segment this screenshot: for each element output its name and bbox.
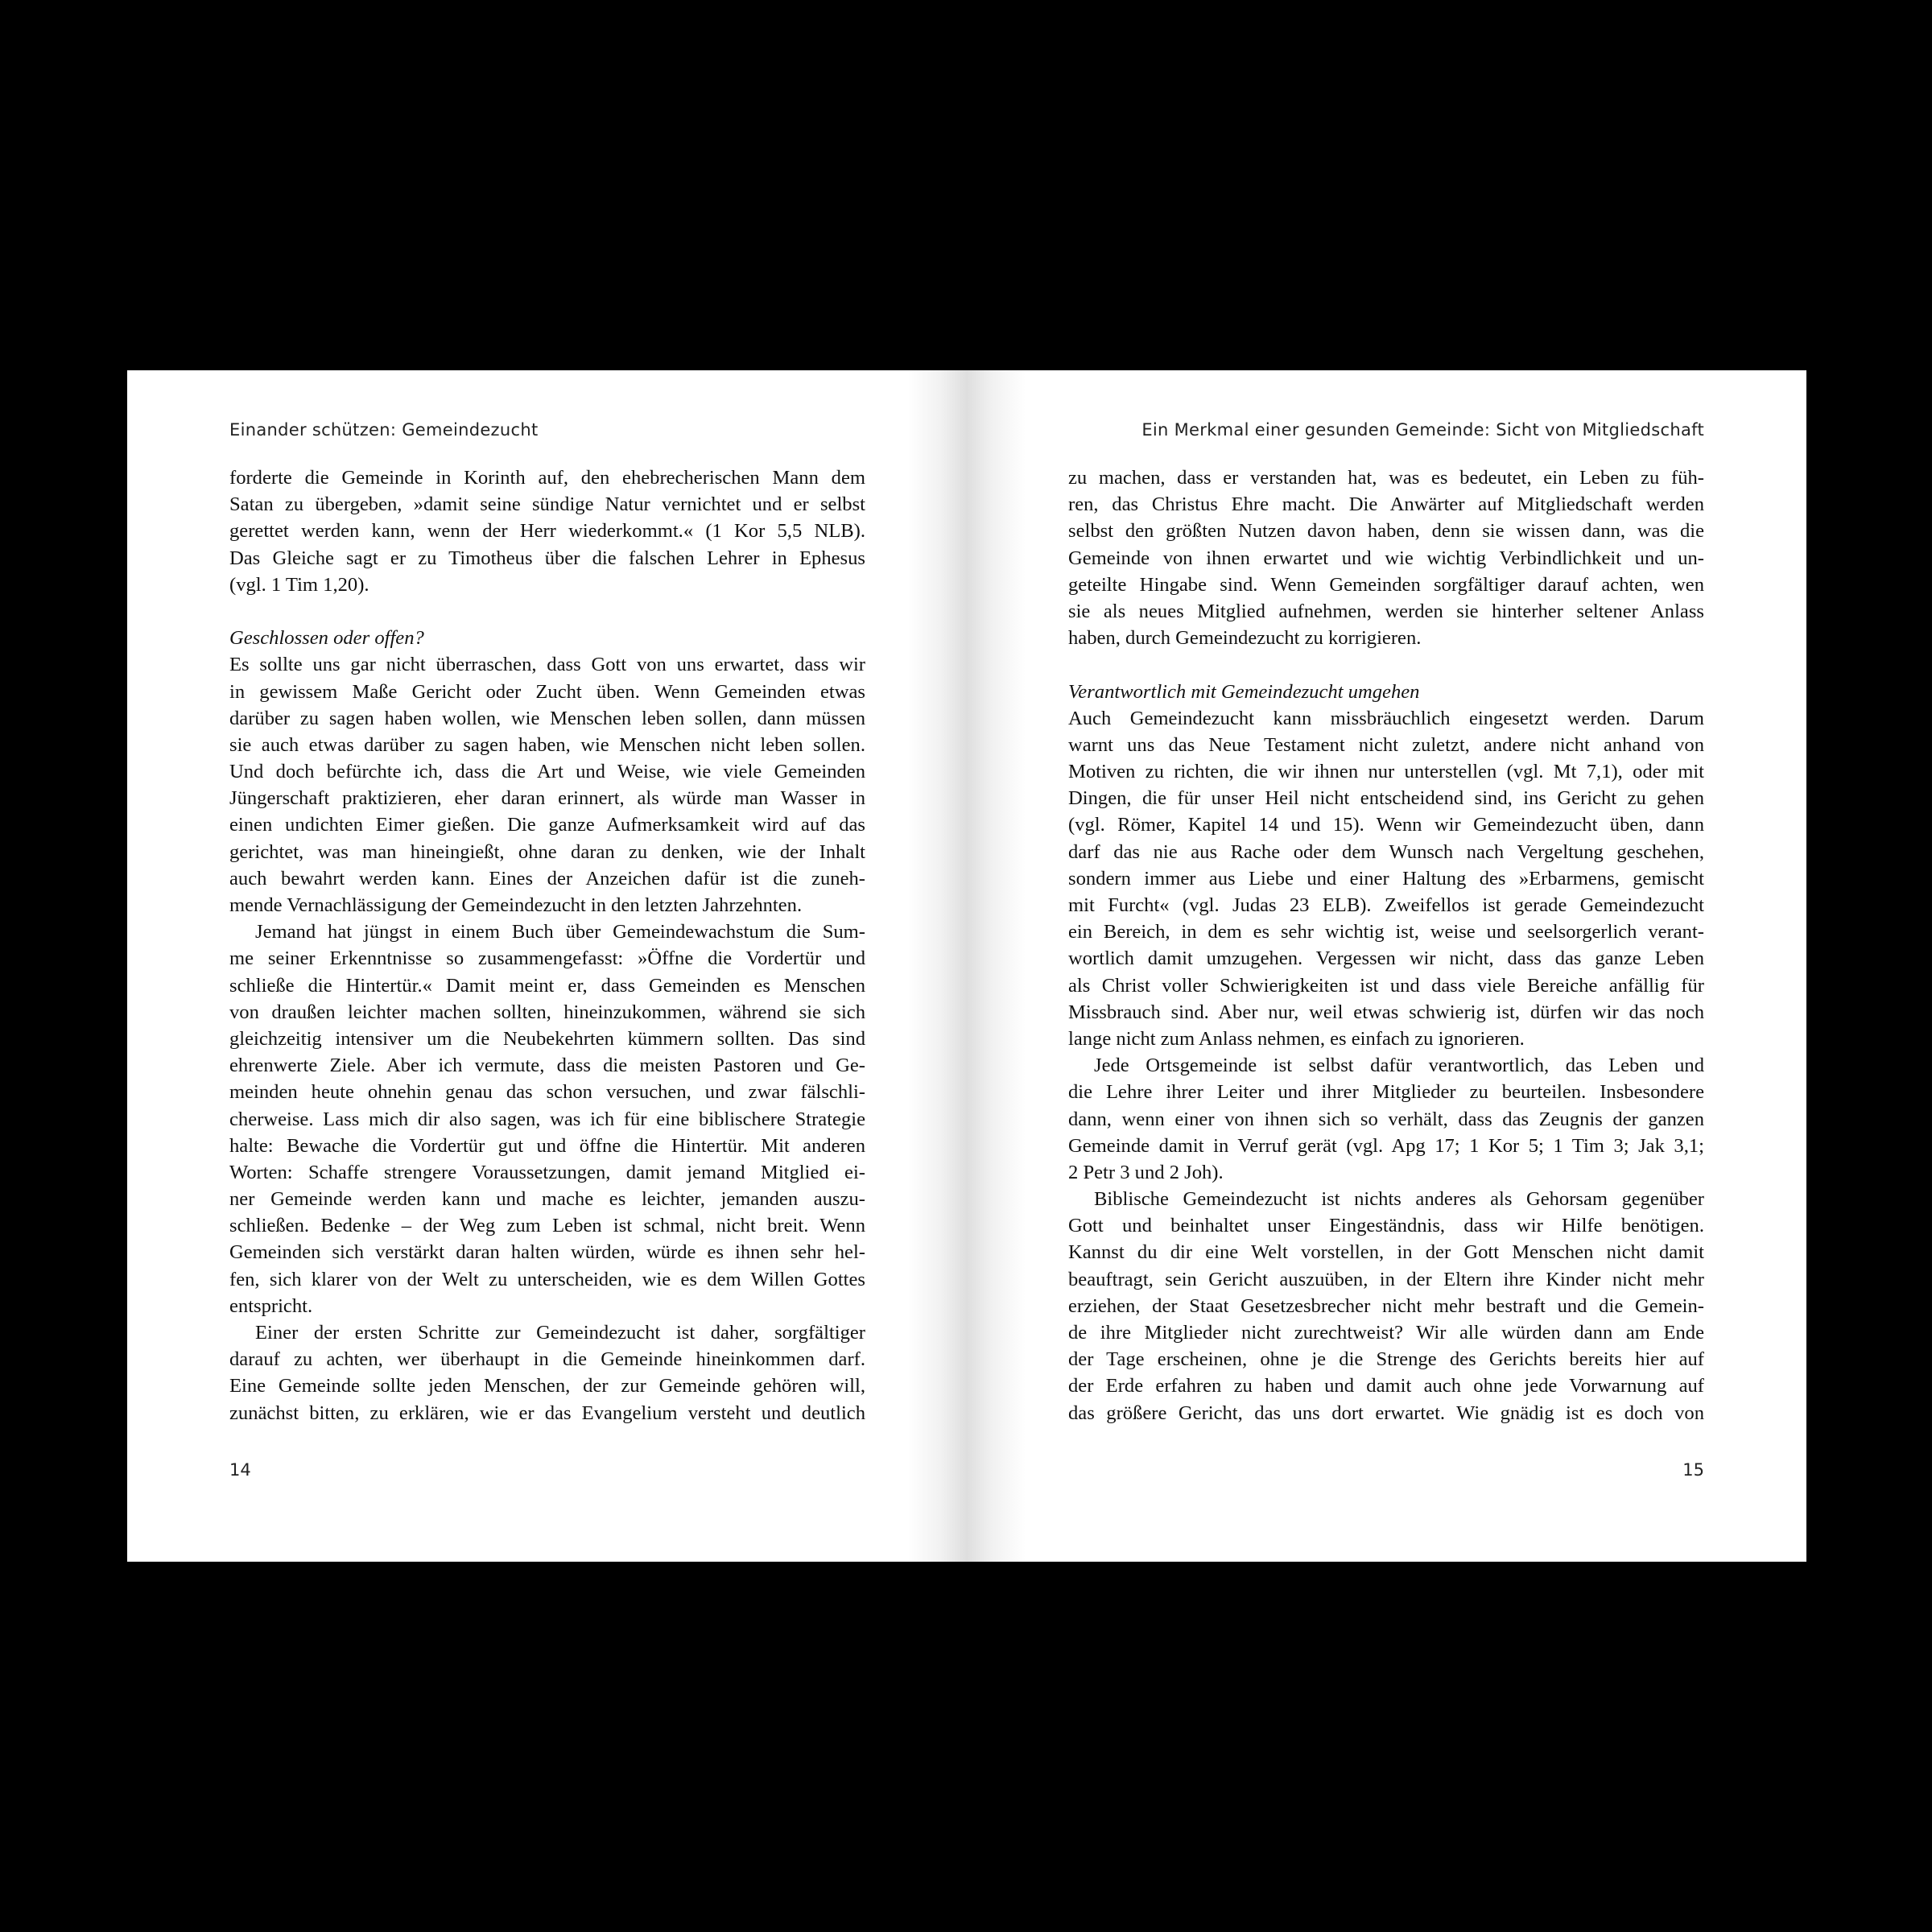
text-line: Einer der ersten Schritte zur Gemeindezucht ist daher, sorgfältiger: [255, 1322, 865, 1344]
text-line: Eine Gemeinde sollte jeden Menschen, der zur Gemeinde gehören will,: [229, 1375, 865, 1397]
page-number-left: 14: [229, 1460, 251, 1480]
text-line: Und doch befürchte ich, dass die Art und Weise, wie viele Gemeinden: [229, 761, 865, 783]
text-line: ehrenwerte Ziele. Aber ich vermute, dass die meisten Pastoren und Ge-: [229, 1055, 865, 1077]
text-line: me seiner Erkenntnisse so zusammengefasst: »Öffne die Vordertür und: [229, 947, 865, 970]
text-line: lange nicht zum Anlass nehmen, es einfach zu ignorieren.: [1068, 1027, 1525, 1050]
text-line: Biblische Gemeindezucht ist nichts anderes als Gehorsam gegenüber: [1094, 1188, 1704, 1211]
text-line: gerettet werden kann, wenn der Herr wiederkommt.« (1 Kor 5,5 NLB).: [229, 520, 865, 543]
text-line: mende Vernachlässigung der Gemeindezucht in den letzten Jahrzehnten.: [229, 894, 803, 916]
text-line: der Tage erscheinen, ohne je die Strenge des Gerichts bereits hier auf: [1068, 1348, 1704, 1371]
text-line: Gemeinden sich verstärkt daran halten würden, würde es ihnen sehr hel-: [229, 1241, 865, 1264]
text-line: [1068, 651, 1704, 678]
text-line: haben, durch Gemeindezucht zu korrigieren.: [1068, 627, 1422, 650]
text-line: [229, 598, 865, 625]
text-line: schließe die Hintertür.« Damit meint er, dass Gemeinden es Menschen: [229, 974, 865, 997]
text-line: geteilte Hingabe sind. Wenn Gemeinden sorgfältiger darauf achten, wen: [1068, 573, 1704, 596]
text-line: Missbrauch sind. Aber nur, weil etwas schwierig ist, dürfen wir das noch: [1068, 1001, 1704, 1023]
right-body-text: [1068, 464, 1704, 1426]
text-line: zunächst bitten, zu erklären, wie er das Evangelium versteht und deutlich: [229, 1402, 865, 1424]
text-line: warnt uns das Neue Testament nicht zuletzt, andere nicht anhand von: [1068, 733, 1704, 756]
text-line: in gewissem Maße Gericht oder Zucht üben. Wenn Gemeinden etwas: [229, 680, 865, 703]
text-line: Jüngerschaft praktizieren, eher daran erinnert, als würde man Wasser in: [229, 787, 865, 810]
text-line: entspricht.: [229, 1294, 313, 1317]
left-page: [127, 370, 967, 1562]
text-line: das größere Gericht, das uns dort erwartet. Wie gnädig ist es doch von: [1068, 1402, 1704, 1424]
text-line: beauftragt, sein Gericht auszuüben, in der Eltern ihre Kinder nicht mehr: [1068, 1268, 1704, 1290]
text-line: (vgl. 1 Tim 1,20).: [229, 573, 369, 596]
text-line: erziehen, der Staat Gesetzesbrecher nicht mehr bestraft und die Gemein-: [1068, 1294, 1704, 1317]
text-line: zu machen, dass er verstanden hat, was es bedeutet, ein Leben zu füh-: [1068, 467, 1704, 489]
text-line: gleichzeitig intensiver um die Neubekehrten kümmern sollten. Das sind: [229, 1027, 865, 1050]
text-line: darf das nie aus Rache oder dem Wunsch nach Vergeltung geschehen,: [1068, 840, 1704, 863]
text-line: Jede Ortsgemeinde ist selbst dafür verantwortlich, das Leben und: [1094, 1055, 1704, 1077]
running-head-left: Einander schützen: Gemeindezucht: [229, 420, 539, 440]
text-line: de ihre Mitglieder nicht zurechtweist? Wir alle würden dann am Ende: [1068, 1322, 1704, 1344]
text-line: 2 Petr 3 und 2 Joh).: [1068, 1161, 1224, 1183]
text-line: ren, das Christus Ehre macht. Die Anwärter auf Mitgliedschaft werden: [1068, 493, 1704, 516]
text-line: der Erde erfahren zu haben und damit auch ohne jede Vorwarnung auf: [1068, 1375, 1704, 1397]
text-line: halte: Bewache die Vordertür gut und öffne die Hintertür. Mit anderen: [229, 1134, 865, 1157]
text-line: forderte die Gemeinde in Korinth auf, den ehebrecherischen Mann dem: [229, 467, 865, 489]
text-line: als Christ voller Schwierigkeiten ist und dass viele Bereiche anfällig für: [1068, 974, 1704, 997]
text-line: darauf zu achten, wer überhaupt in die Gemeinde hineinkommen darf.: [229, 1348, 865, 1371]
text-line: Es sollte uns gar nicht überraschen, dass Gott von uns erwartet, dass wir: [229, 654, 865, 676]
text-line: von draußen leichter machen sollten, hineinzukommen, während sie sich: [229, 1001, 865, 1023]
text-line: mit Furcht« (vgl. Judas 23 ELB). Zweifellos ist gerade Gemeindezucht: [1068, 894, 1704, 916]
text-line: sie als neues Mitglied aufnehmen, werden sie hinterher seltener Anlass: [1068, 600, 1704, 622]
text-line: Satan zu übergeben, »damit seine sündige Natur vernichtet und er selbst: [229, 493, 865, 516]
text-line: selbst den größten Nutzen davon haben, denn sie wissen dann, was die: [1068, 520, 1704, 543]
text-line: Dingen, die für unser Heil nicht entscheidend sind, ins Gericht zu gehen: [1068, 787, 1704, 810]
text-line: schließen. Bedenke – der Weg zum Leben ist schmal, nicht breit. Wenn: [229, 1215, 865, 1237]
text-line: sondern immer aus Liebe und einer Haltung des »Erbarmens, gemischt: [1068, 867, 1704, 890]
text-line: Gemeinde von ihnen erwartet und wie wichtig Verbindlichkeit und un-: [1068, 547, 1704, 569]
text-line: ner Gemeinde werden kann und mache es leichter, jemanden auszu-: [229, 1188, 865, 1211]
section-heading: Geschlossen oder offen?: [229, 627, 424, 650]
left-body-text: [229, 464, 865, 1426]
text-line: ein Bereich, in dem es sehr wichtig ist, weise und seelsorgerlich verant-: [1068, 921, 1704, 943]
text-line: die Lehre ihrer Leiter und ihrer Mitglieder zu beurteilen. Insbesondere: [1068, 1081, 1704, 1104]
text-line: einen undichten Eimer gießen. Die ganze Aufmerksamkeit wird auf das: [229, 814, 865, 836]
book-spread: [127, 370, 1806, 1562]
text-line: Motiven zu richten, die wir ihnen nur unterstellen (vgl. Mt 7,1), oder mit: [1068, 761, 1704, 783]
text-line: cherweise. Lass mich dir also sagen, was ich für eine biblischere Strategie: [229, 1108, 865, 1130]
text-line: darüber zu sagen haben wollen, wie Menschen leben sollen, dann müssen: [229, 707, 865, 729]
running-head-right: Ein Merkmal einer gesunden Gemeinde: Sicht von Mitgliedschaft: [1141, 420, 1704, 440]
text-line: Auch Gemeindezucht kann missbräuchlich eingesetzt werden. Darum: [1068, 707, 1704, 729]
text-line: meinden heute ohnehin genau das schon versuchen, und zwar fälschli-: [229, 1081, 865, 1104]
text-line: Jemand hat jüngst in einem Buch über Gemeindewachstum die Sum-: [255, 921, 865, 943]
text-line: Das Gleiche sagt er zu Timotheus über die falschen Lehrer in Ephesus: [229, 547, 865, 569]
text-line: Kannst du dir eine Welt vorstellen, in der Gott Menschen nicht damit: [1068, 1241, 1704, 1264]
text-line: auch bewahrt werden kann. Eines der Anzeichen dafür ist die zuneh-: [229, 867, 865, 890]
text-line: Gott und beinhaltet unser Eingeständnis, dass wir Hilfe benötigen.: [1068, 1215, 1704, 1237]
text-line: sie auch etwas darüber zu sagen haben, wie Menschen nicht leben sollen.: [229, 733, 865, 756]
text-line: fen, sich klarer von der Welt zu unterscheiden, wie es dem Willen Gottes: [229, 1268, 865, 1290]
text-line: gerichtet, was man hineingießt, ohne daran zu denken, wie der Inhalt: [229, 840, 865, 863]
section-heading: Verantwortlich mit Gemeindezucht umgehen: [1068, 680, 1420, 703]
text-line: (vgl. Römer, Kapitel 14 und 15). Wenn wir Gemeindezucht üben, dann: [1068, 814, 1704, 836]
text-line: dann, wenn einer von ihnen sich so verhält, dass das Zeugnis der ganzen: [1068, 1108, 1704, 1130]
page-number-right: 15: [1682, 1460, 1704, 1480]
text-line: wortlich damit umzugehen. Vergessen wir nicht, dass das ganze Leben: [1068, 947, 1704, 970]
right-page: [967, 370, 1806, 1562]
text-line: Gemeinde damit in Verruf gerät (vgl. Apg 17; 1 Kor 5; 1 Tim 3; Jak 3,1;: [1068, 1134, 1704, 1157]
text-line: Worten: Schaffe strengere Voraussetzungen, damit jemand Mitglied ei-: [229, 1161, 865, 1183]
